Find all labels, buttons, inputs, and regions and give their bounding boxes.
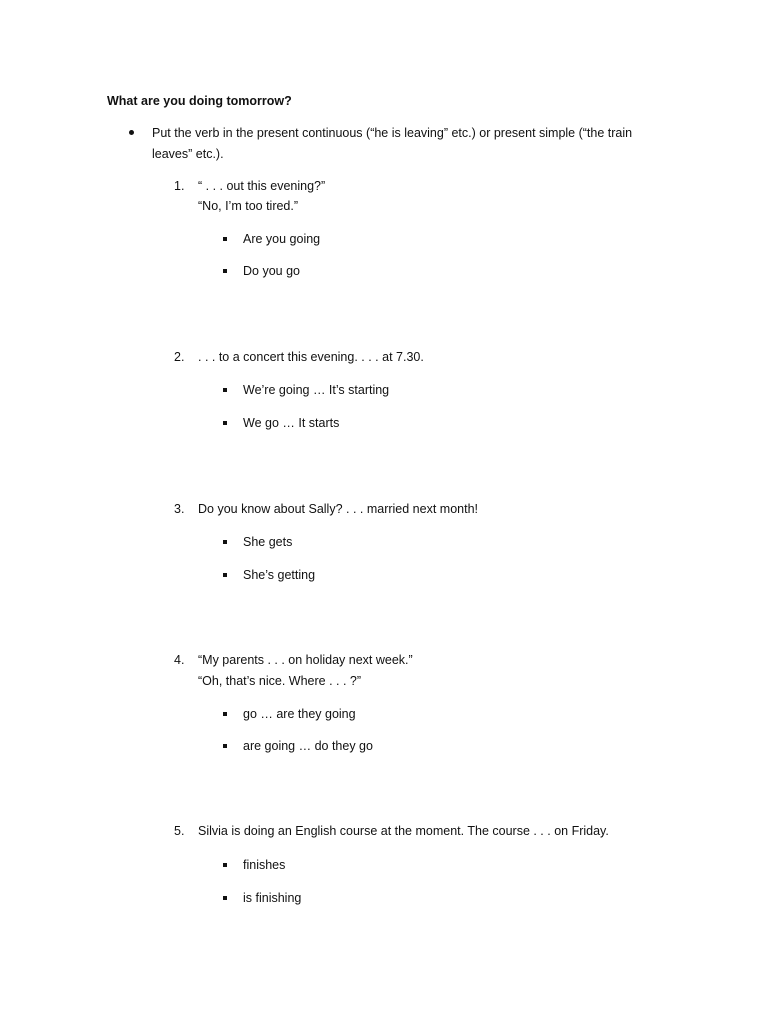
question-line: “No, I’m too tired.” — [198, 199, 299, 213]
bullet-dot — [129, 130, 134, 135]
instruction-line-1: Put the verb in the present continuous (“he is leaving” etc.) or present simple (“the train — [152, 126, 633, 140]
answer-option[interactable]: Are you going — [243, 232, 321, 246]
answer-option[interactable]: is finishing — [243, 891, 302, 905]
question-number: 3. — [174, 502, 185, 516]
option-marker — [223, 744, 227, 748]
question-line: . . . to a concert this evening. . . . at 7.30. — [198, 350, 424, 364]
question-number: 1. — [174, 179, 185, 193]
question-number: 5. — [174, 824, 185, 838]
question-line: Silvia is doing an English course at the moment. The course . . . on Friday. — [198, 824, 609, 838]
option-marker — [223, 540, 227, 544]
answer-option[interactable]: finishes — [243, 858, 286, 872]
question-line: “ . . . out this evening?” — [198, 179, 326, 193]
question-line: “My parents . . . on holiday next week.” — [198, 653, 413, 667]
answer-option[interactable]: go … are they going — [243, 707, 356, 721]
answer-option[interactable]: are going … do they go — [243, 739, 373, 753]
instruction-line-2: leaves” etc.). — [152, 147, 224, 161]
answer-option[interactable]: We’re going … It’s starting — [243, 383, 390, 397]
option-marker — [223, 573, 227, 577]
question-line: “Oh, that’s nice. Where . . . ?” — [198, 674, 362, 688]
answer-option[interactable]: She gets — [243, 535, 293, 549]
option-marker — [223, 896, 227, 900]
option-marker — [223, 712, 227, 716]
answer-option[interactable]: Do you go — [243, 264, 300, 278]
question-number: 4. — [174, 653, 185, 667]
question-line: Do you know about Sally? . . . married next month! — [198, 502, 478, 516]
option-marker — [223, 269, 227, 273]
option-marker — [223, 237, 227, 241]
answer-option[interactable]: We go … It starts — [243, 416, 340, 430]
option-marker — [223, 388, 227, 392]
option-marker — [223, 863, 227, 867]
option-marker — [223, 421, 227, 425]
page-title: What are you doing tomorrow? — [107, 94, 292, 108]
answer-option[interactable]: She’s getting — [243, 568, 316, 582]
question-number: 2. — [174, 350, 185, 364]
